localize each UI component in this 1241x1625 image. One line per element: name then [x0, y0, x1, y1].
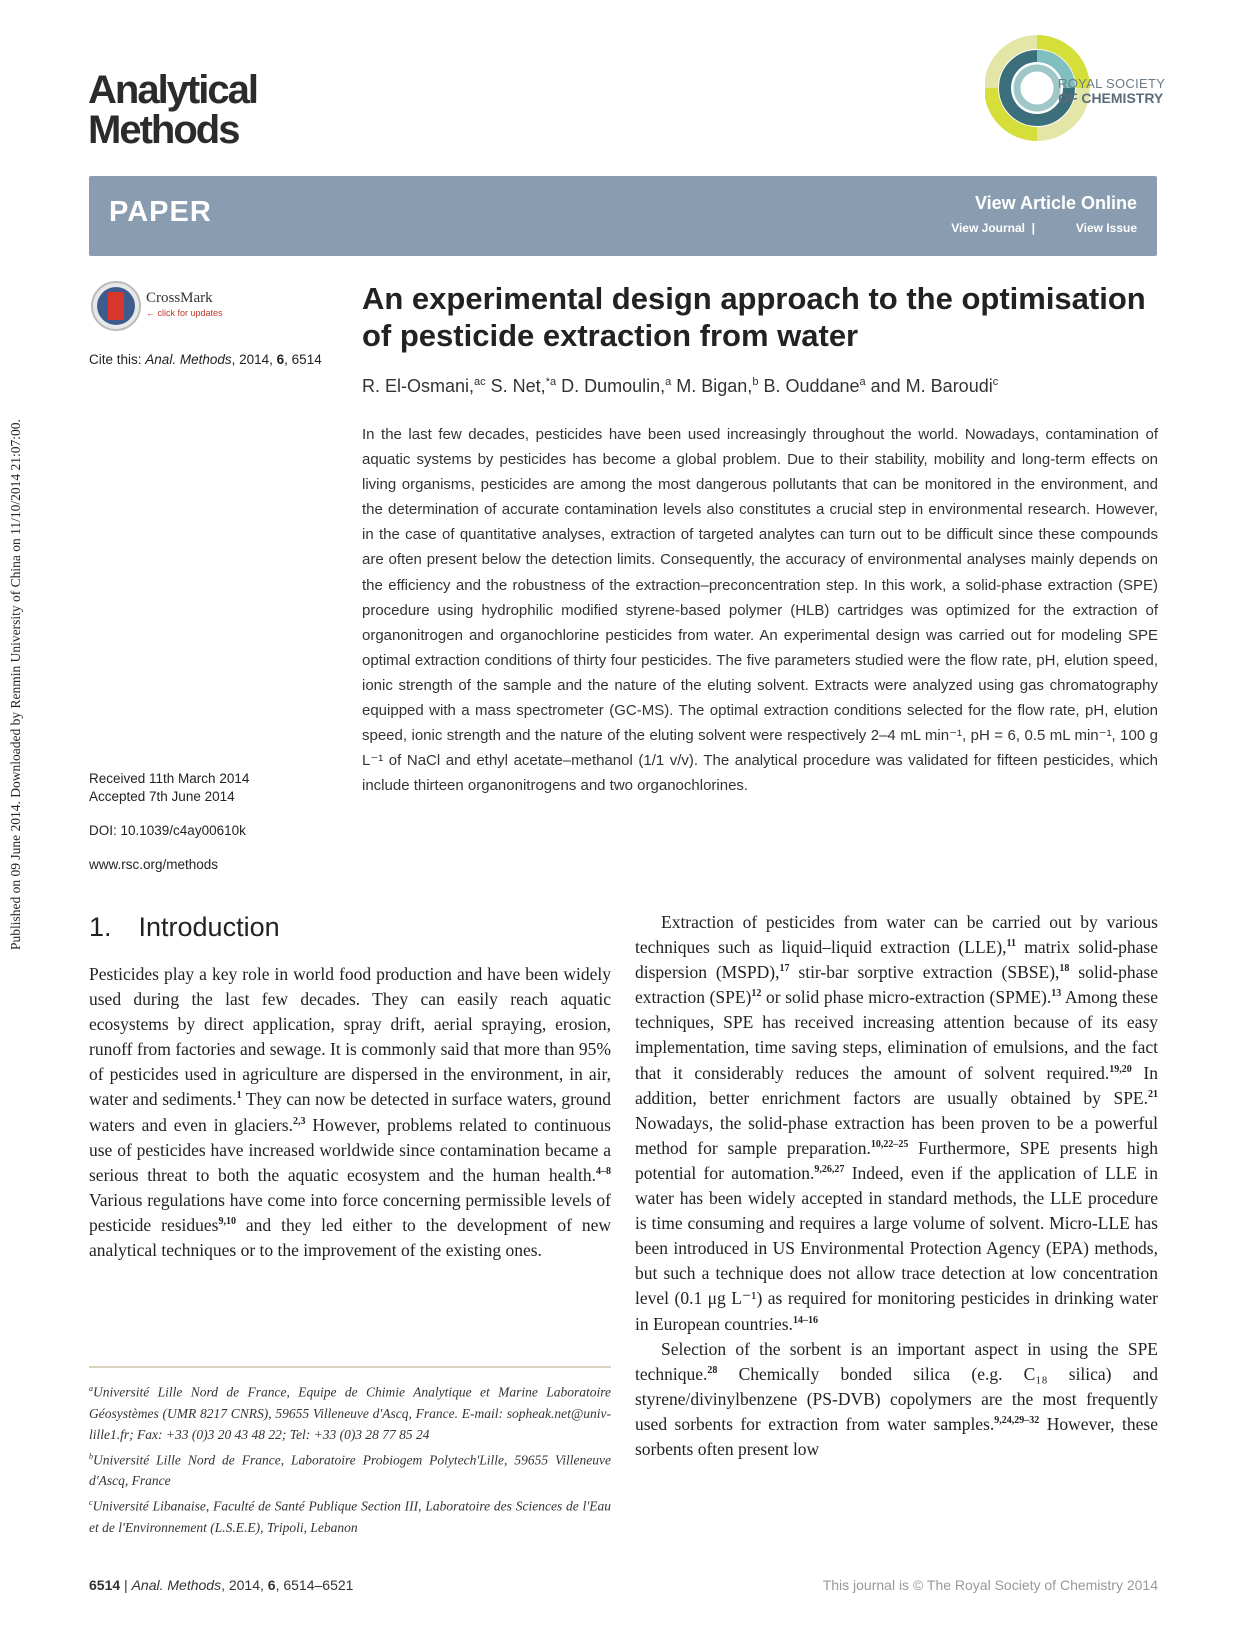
text-run: Pesticides play a key role in world food production and have been widely used during the last few decades. They can easily reach aquatic ecosystems by direct application, spray drift, aerial spraying, erosion, runoff from factories and sewage. It is commonly said that more than 95% of pesticides used in agriculture are dispersed in the environment, in air, water and sediments.	[89, 964, 611, 1110]
author-affiliation-mark: b	[752, 376, 759, 388]
article-banner	[89, 176, 1157, 256]
reference-citation[interactable]: 28	[707, 1364, 718, 1376]
text-run: matrix solid-phase dispersion (MSPD),	[635, 937, 1158, 983]
journal-url-link[interactable]: www.rsc.org/methods	[89, 857, 219, 872]
intro-paragraph-2	[635, 910, 1158, 1337]
author-affiliation-mark: ac	[474, 376, 486, 388]
view-issue-link[interactable]: View Issue	[1075, 221, 1137, 235]
text-run: Various regulations have come into force concerning permissible levels of pesticide residues	[89, 1189, 611, 1235]
affiliation-footnote	[89, 1446, 611, 1492]
cite-page: , 6514	[284, 352, 322, 367]
crossmark-sub[interactable]: ← click for updates	[146, 308, 223, 318]
reference-citation[interactable]: 10,22–25	[870, 1139, 909, 1151]
journal-title	[88, 70, 257, 150]
reference-citation[interactable]: 13	[1051, 988, 1062, 1000]
reference-citation[interactable]: 18	[1059, 963, 1070, 975]
reference-citation[interactable]: 1	[236, 1090, 242, 1102]
text-run: However, problems related to continuous use of pesticides have increased worldwide since contamination became a serious threat to both the aquatic ecosystem and the human health.	[89, 1114, 611, 1185]
author-name: R. El-Osmani,	[362, 376, 475, 396]
text-run: Chemically bonded silica (e.g. C₁₈ silica) and styrene/divinylbenzene (PS-DVB) copolymers are the most frequently used sorbents for extraction from water samples.	[635, 1363, 1158, 1434]
publisher-name-line1: ROYAL SOCIETY	[1058, 76, 1166, 91]
cite-prefix: Cite this:	[89, 352, 142, 367]
intro-paragraph-1	[89, 962, 611, 1263]
cite-year: , 2014,	[231, 352, 277, 367]
footer-separator: |	[120, 1577, 132, 1593]
text-run: or solid phase micro-extraction (SPME).	[761, 987, 1052, 1008]
text-run: In addition, better enrichment factors are usually obtained by SPE.	[635, 1062, 1159, 1108]
author-affiliation-mark: a	[665, 376, 672, 388]
page-number: 6514	[89, 1577, 121, 1593]
author-affiliation-mark: a	[859, 376, 866, 388]
footnote-mark: b	[89, 1451, 93, 1461]
reference-citation[interactable]: 9,10	[218, 1216, 236, 1228]
footnote-mark: a	[89, 1384, 93, 1393]
author-name: B. Ouddane	[758, 376, 860, 396]
text-run: Extraction of pesticides from water can be carried out by various techniques such as liquid–liquid extraction (LLE),	[635, 912, 1158, 958]
crossmark-icon[interactable]	[90, 280, 142, 332]
text-run: Nowadays, the solid-phase extraction has been proven to be a powerful method for sample preparation.	[635, 1112, 1158, 1158]
footer-pages: , 6514–6521	[275, 1577, 354, 1593]
footer-year: , 2014,	[221, 1577, 268, 1593]
reference-citation[interactable]: 21	[1148, 1088, 1158, 1100]
footnote-text: Université Lille Nord de France, Laboratoire Probiogem Polytech'Lille, 59655 Villeneuve d'Ascq, France	[89, 1452, 611, 1488]
text-run: However, these sorbents often present low	[635, 1413, 1158, 1459]
author-name: M. Bigan,	[671, 376, 753, 396]
author-list	[362, 376, 998, 397]
author-name: S. Net,	[485, 376, 546, 396]
reference-citation[interactable]: 9,26,27	[814, 1164, 845, 1176]
affiliation-footnote	[89, 1378, 611, 1445]
paper-title: An experimental design approach to the optimisation of pesticide extraction from water	[362, 281, 1146, 353]
abstract: In the last few decades, pesticides have been used increasingly throughout the world. Nowadays, contamination of aquatic systems by pesticides has become a global problem. Due to their stability, mobility and long-term effects on living organisms, pesticides are among the most dangerous pollutants that can be monitored in the environment, and the determination of accurate contamination levels also constitutes a crucial step in environmental research. However, in the case of quantitative analyses, extraction of targeted analytes can turn out to be difficult since these compounds are often present below the detection limits. Consequently, the accuracy of environmental analyses mainly depends on the efficiency and the robustness of the extraction–preconcentration step. In this work, a solid-phase extraction (SPE) procedure using hydrophilic modified styrene-based polymer (HLB) cartridges was optimized for the extraction of organonitrogen and organochlorine pesticides from water. An experimental design was carried out for modeling SPE optimal extraction conditions of thirty four pesticides. The five parameters studied were the flow rate, pH, elution speed, ionic strength of the sample and the nature of the eluting solvent. Extracts were analyzed using gas chromatography equipped with a mass spectrometer (GC-MS). The optimal extraction conditions selected for the flow rate, pH, elution speed, ionic strength and the nature of the eluting solvent were respectively 2–4 mL min⁻¹, pH = 6, 0.5 mL min⁻¹, 100 g L⁻¹ of NaCl and ethyl acetate–methanol (1/1 v/v). The analytical procedure was validated for fifteen pesticides, which include thirteen organonitrogens and two organochlorines.	[362, 426, 1158, 795]
reference-citation[interactable]: 9,24,29–32	[994, 1415, 1040, 1427]
text-run: stir-bar sorptive extraction (SBSE),	[789, 962, 1060, 983]
link-separator: |	[1031, 221, 1035, 235]
view-article-online-link[interactable]: View Article Online	[974, 193, 1137, 213]
text-run: They can now be detected in surface waters, ground waters and even in glaciers.	[89, 1089, 611, 1135]
footnote-divider	[89, 1366, 611, 1368]
view-journal-link[interactable]: View Journal	[951, 221, 1025, 235]
affiliation-footnote	[89, 1492, 611, 1538]
publisher-name-line2: OF CHEMISTRY	[1058, 90, 1164, 106]
text-run: and they led either to the development of new analytical techniques or to the improvement of the existing ones.	[89, 1214, 611, 1261]
article-type: PAPER	[109, 196, 212, 228]
page-footer-citation	[89, 1577, 353, 1593]
citation	[89, 352, 322, 367]
footnote-text: Université Libanaise, Faculté de Santé Publique Section III, Laboratoire des Sciences de l'Eau et de l'Environnement (L.S.E.E), Tripoli, Lebanon	[89, 1498, 611, 1535]
footnote-text: Université Lille Nord de France, Equipe de Chimie Analytique et Marine Laboratoire Géosystèmes (UMR 8217 CNRS), 59655 Villeneuve d'Ascq, France. E-mail: sopheak.net@univ-lille1.fr; Fax: +33 (0)3 20 43 48 22; Tel: +33 (0)3 28 77 85 24	[89, 1384, 611, 1442]
footnote-mark: c	[89, 1498, 93, 1507]
intro-right-column	[635, 910, 1158, 1462]
author-name: D. Dumoulin,	[556, 376, 666, 396]
footer-journal: Anal. Methods	[131, 1577, 222, 1593]
text-run: Furthermore, SPE presents high potential for automation.	[635, 1137, 1158, 1183]
text-run: Among these techniques, SPE has received increasing attention because of its easy implementation, time saving steps, elimination of emulsions, and the fact that it considerably reduces the amount of solvent required.	[635, 987, 1158, 1083]
reference-citation[interactable]: 2,3	[293, 1115, 306, 1127]
copyright-notice: This journal is © The Royal Society of Chemistry 2014	[822, 1577, 1158, 1593]
journal-title-line2: Methods	[88, 108, 239, 152]
author-name: and M. Baroudi	[865, 376, 993, 396]
text-run: Indeed, even if the application of LLE in water has been widely accepted in standard methods, the LLE procedure is time consuming and requires a large volume of solvent. Micro-LLE has been introduced in US Environmental Protection Agency (EPA) methods, but such a technique does not allow trace detection at low concentration level (0.1 μg L⁻¹) as required for monitoring pesticides in drinking water in European countries.	[635, 1162, 1158, 1334]
received-date: Received 11th March 2014	[89, 771, 250, 786]
footer-volume: 6	[267, 1577, 276, 1593]
reference-citation[interactable]: 4–8	[596, 1165, 611, 1177]
download-stamp: Published on 09 June 2014. Downloaded by Renmin University of China on 11/10/2014 21:07:00.	[8, 419, 23, 950]
reference-citation[interactable]: 19,20	[1109, 1063, 1132, 1075]
reference-citation[interactable]: 17	[779, 963, 790, 975]
doi: DOI: 10.1039/c4ay00610k	[89, 823, 246, 838]
author-affiliation-mark: *a	[545, 376, 557, 388]
crossmark-label[interactable]: CrossMark	[146, 290, 213, 306]
section-heading-introduction: 1. Introduction	[89, 912, 280, 942]
journal-title-line1: Analytical	[88, 68, 257, 112]
accepted-date: Accepted 7th June 2014	[89, 789, 235, 804]
cite-volume: 6	[276, 352, 285, 367]
reference-citation[interactable]: 14–16	[792, 1314, 818, 1326]
crossmark-sub-text: click for updates	[157, 308, 223, 318]
reference-citation[interactable]: 12	[751, 988, 762, 1000]
reference-citation[interactable]: 11	[1006, 938, 1016, 950]
text-run: solid-phase extraction (SPE)	[635, 962, 1158, 1008]
text-run: Selection of the sorbent is an important aspect in using the SPE technique.	[635, 1338, 1158, 1384]
intro-paragraph-3	[635, 1337, 1158, 1462]
affiliation-footnotes	[89, 1378, 611, 1539]
cite-journal: Anal. Methods	[145, 352, 232, 367]
author-affiliation-mark: c	[992, 376, 999, 388]
